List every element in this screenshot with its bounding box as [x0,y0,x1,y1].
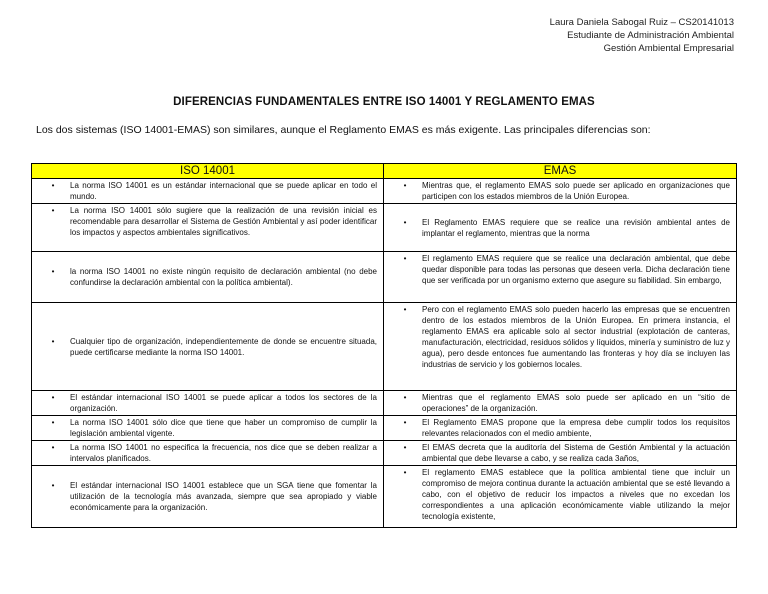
iso-text: El estándar internacional ISO 14001 se puede aplicar a todos los sectores de la organización. [70,393,377,413]
iso-text: La norma ISO 14001 sólo sugiere que la realización de una revisión inicial es recomendable para desarrollar el Sistema de Gestión Ambiental y así poder identificar los impactos y aspectos ambientales significativos. [70,206,377,237]
comparison-table [31,163,737,528]
emas-cell [384,466,737,528]
intro-paragraph: Los dos sistemas (ISO 14001-EMAS) son similares, aunque el Reglamento EMAS es más exigente. Las principales diferencias son: [36,124,651,136]
emas-cell [384,416,737,441]
table-row [32,466,737,528]
emas-text: El Reglamento EMAS requiere que se realice una revisión ambiental antes de implantar el reglamento, mientras que la norma [422,217,730,238]
iso-cell [32,303,384,391]
iso-text: Cualquier tipo de organización, independientemente de donde se encuentre situada, puede certificarse mediante la norma ISO 14001. [70,336,377,357]
course-name: Gestión Ambiental Empresarial [603,43,734,54]
table-header-row [32,164,737,179]
bullet-icon: • [403,443,407,452]
author-name: Laura Daniela Sabogal Ruiz – CS20141013 [549,17,734,28]
document-title: DIFERENCIAS FUNDAMENTALES ENTRE ISO 14001 Y REGLAMENTO EMAS [173,96,595,108]
bullet-icon: • [51,418,55,427]
iso-cell [32,416,384,441]
bullet-icon: • [51,267,55,276]
author-role: Estudiante de Administración Ambiental [567,30,734,41]
table-row [32,252,737,303]
bullet-icon: • [51,393,55,402]
emas-text: El reglamento EMAS establece que la política ambiental tiene que incluir un compromiso de mejora continua durante la actuación ambiental que se esté llevando a cabo, con el objetivo de reducir los impactos a niveles que no excedan los correspondientes a una aplicación económicamente viable utilizando la mejor tecnología existente, [422,468,730,521]
bullet-icon: • [51,336,55,346]
emas-text: Pero con el reglamento EMAS solo pueden hacerlo las empresas que se encuentren dentro de los estados miembros de la Unión Europea. En primera instancia, el reglamento EMAS era aplicable solo al sector industrial (explotación de canteras, manufacturación, electricidad, residuos sólidos y líquidos, minería y suministro de luz y agua), pero desde entonces fue aumentando las fronteras y hoy día se incluyen las industrias de servicio y los gobiernos locales. [422,305,730,369]
bullet-icon: • [403,305,407,314]
bullet-icon: • [51,206,55,215]
iso-text: La norma ISO 14001 sólo dice que tiene que haber un compromiso de cumplir la legislación ambiental vigente. [70,418,377,438]
emas-text: El Reglamento EMAS propone que la empresa debe cumplir todos los requisitos relevantes relacionados con el medio ambiente, [422,418,730,438]
iso-cell [32,391,384,416]
bullet-icon: • [51,443,55,452]
iso-column-header: ISO 14001 [32,164,384,179]
emas-cell [384,391,737,416]
iso-cell [32,441,384,466]
emas-cell [384,204,737,252]
bullet-icon: • [403,217,407,227]
bullet-icon: • [403,181,407,190]
table-row [32,441,737,466]
table-row [32,179,737,204]
iso-text: La norma ISO 14001 es un estándar internacional que se puede aplicar en todo el mundo. [70,181,377,201]
bullet-icon: • [403,468,407,477]
table-row [32,204,737,252]
emas-cell [384,441,737,466]
emas-cell [384,252,737,303]
bullet-icon: • [403,393,407,402]
table-row [32,416,737,441]
table-row [32,391,737,416]
emas-text: El reglamento EMAS requiere que se realice una declaración ambiental, que debe quedar disponible para todas las personas que deseen verla. Dicha declaración tiene que ser verificada por un organismo externo que asegure su fiabilidad. Sin embargo, [422,254,730,285]
iso-cell [32,252,384,303]
emas-text: Mientras que, el reglamento EMAS solo puede ser aplicado en organizaciones que participen con los estados miembros de la Unión Europea. [422,181,730,201]
iso-text: La norma ISO 14001 no especifica la frecuencia, nos dice que se deben realizar a intervalos planificados. [70,443,377,463]
iso-cell [32,466,384,528]
iso-cell [32,179,384,204]
iso-cell [32,204,384,252]
bullet-icon: • [403,418,407,427]
table-row [32,303,737,391]
bullet-icon: • [51,481,55,490]
bullet-icon: • [403,254,407,263]
emas-cell [384,303,737,391]
emas-cell [384,179,737,204]
emas-text: Mientras que el reglamento EMAS solo puede ser aplicado en un “sitio de operaciones” de la organización. [422,393,730,413]
emas-column-header: EMAS [384,164,737,179]
bullet-icon: • [51,181,55,190]
iso-text: El estándar internacional ISO 14001 establece que un SGA tiene que fomentar la utilización de la tecnología más avanzada, siempre que sea apropiado y viable económicamente para la organización. [70,481,377,512]
iso-text: la norma ISO 14001 no existe ningún requisito de declaración ambiental (no debe confundirse la declaración ambiental con la política ambiental). [70,267,377,287]
emas-text: El EMAS decreta que la auditoría del Sistema de Gestión Ambiental y la actuación ambiental que debe llevarse a cabo, y se realiza cada 3años, [422,443,730,463]
author-header [550,16,734,55]
